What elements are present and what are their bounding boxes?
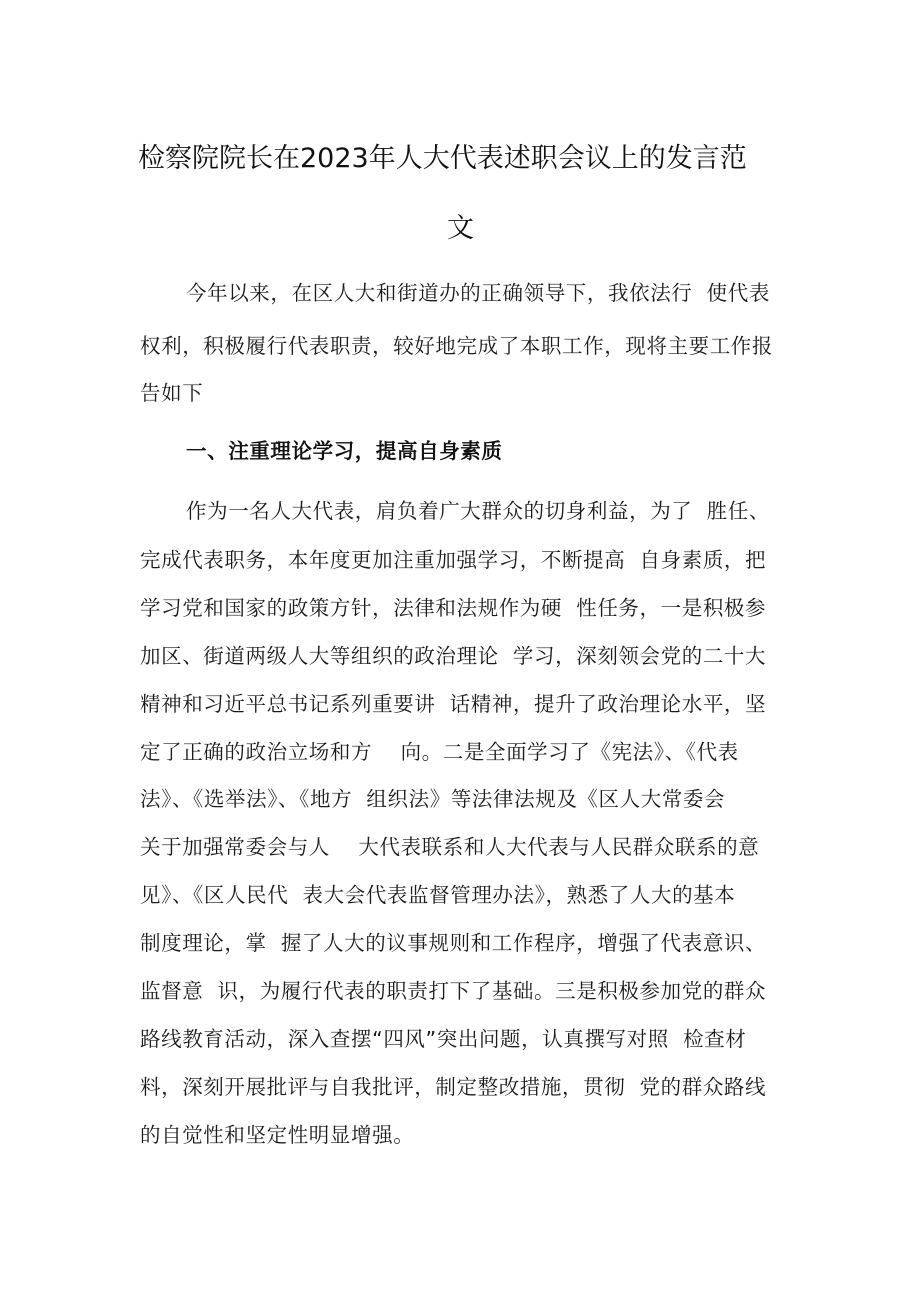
section-1-line-4: 加区、街道两级人大等组织的政治理论 学习，深刻领会党的二十大 — [140, 644, 767, 668]
section-1-line-6: 定了正确的政治立场和方 向。二是全面学习了《宪法》、《代表 — [140, 740, 739, 764]
intro-line-3: 告如下 — [140, 381, 204, 405]
document-title-line-1: 检察院院长在2023年人大代表述职会议上的发言范 — [138, 143, 747, 174]
intro-line-1: 今年以来，在区人大和街道办的正确领导下，我依法行 使代表 — [186, 281, 770, 305]
section-1-line-9: 见》、《区人民代 表大会代表监督管理办法》，熟悉了人大的基本 — [140, 883, 736, 907]
intro-line-2: 权利，积极履行代表职责，较好地完成了本职工作，现将主要工作报 — [140, 334, 773, 358]
section-1-line-2: 完成代表职务，本年度更加注重加强学习，不断提高 自身素质，把 — [140, 548, 767, 572]
section-1-line-14: 的自觉性和坚定性明显增强。 — [140, 1123, 415, 1147]
section-1-line-13: 料，深刻开展批评与自我批评，制定整改措施，贯彻 党的群众路线 — [140, 1075, 767, 1099]
section-1-line-1: 作为一名人大代表，肩负着广大群众的切身利益，为了 胜任、 — [186, 499, 770, 523]
section-1-line-11: 监督意 识，为履行代表的职责打下了基础。三是积极参加党的群众 — [140, 979, 767, 1003]
document-title-line-2: 文 — [447, 213, 474, 244]
section-1-line-7: 法》、《选举法》、《地方 组织法》等法律法规及《区人大常委会 — [140, 787, 726, 811]
section-1-line-3: 学习党和国家的政策方针，法律和法规作为硬 性任务，一是积极参 — [140, 596, 767, 620]
section-1-line-5: 精神和习近平总书记系列重要讲 话精神，提升了政治理论水平，坚 — [140, 692, 767, 716]
section-1-heading: 一、注重理论学习，提高自身素质 — [186, 439, 503, 463]
section-1-line-12: 路线教育活动，深入查摆“四风”突出问题，认真撰写对照 检查材 — [140, 1027, 747, 1051]
section-1-line-10: 制度理论，掌 握了人大的议事规则和工作程序，增强了代表意识、 — [140, 931, 767, 955]
section-1-line-8: 关于加强常委会与人 大代表联系和人大代表与人民群众联系的意 — [140, 835, 760, 859]
